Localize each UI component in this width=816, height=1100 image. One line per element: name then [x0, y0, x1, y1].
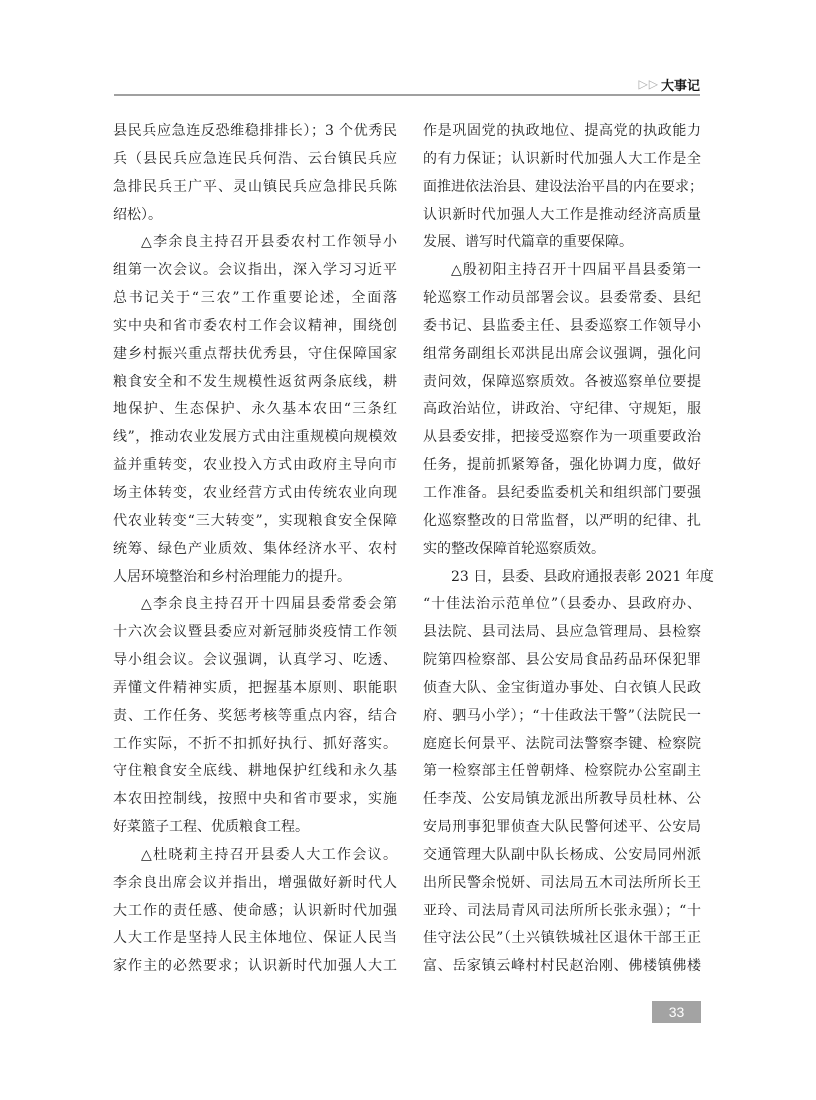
text-line: △杜晓莉主持召开县委人大工作会议。	[141, 846, 397, 863]
text-line: 县民兵应急连反恐维稳排排长）；3 个优秀民	[113, 123, 397, 139]
text-line: 总书记关于“三农”工作重要论述，全面落	[113, 290, 397, 307]
text-line: 工作实际，不折不扣抓好执行、抓好落实。	[113, 735, 397, 752]
text-line: 场主体转变，农业经营方式由传统农业向现	[113, 484, 397, 501]
section-title: 大事记	[660, 78, 700, 94]
text-line: 线”，推动农业发展方式由注重规模向规模效	[113, 429, 397, 446]
text-line: 富、岳家镇云峰村村民赵治刚、佛楼镇佛楼	[423, 958, 701, 975]
text-line: 第一检察部主任曾朝烽、检察院办公室副主	[423, 763, 701, 780]
text-line: 佳守法公民”（土兴镇铁城社区退休干部王正	[423, 930, 701, 947]
text-line: 府、驷马小学）；“十佳政法干警”（法院民一	[423, 707, 701, 724]
text-line: 责、工作任务、奖惩考核等重点内容，结合	[113, 707, 397, 724]
text-line: 工作准备。县纪委监委机关和组织部门要强	[423, 484, 701, 501]
text-line: 任务，提前抓紧筹备，强化协调力度，做好	[423, 457, 701, 474]
text-line: 益并重转变，农业投入方式由政府主导向市	[113, 457, 397, 474]
text-line: 轮巡察工作动员部署会议。县委常委、县纪	[423, 290, 701, 307]
header-rule	[114, 94, 700, 96]
text-line: 守住粮食安全底线、耕地保护红线和永久基	[113, 763, 397, 780]
text-line: 侦查大队、金宝街道办事处、白衣镇人民政	[423, 679, 701, 696]
text-line: 实中央和省市委农村工作会议精神，围绕创	[113, 317, 397, 334]
text-line: 认识新时代加强人大工作是推动经济高质量	[423, 206, 701, 223]
text-line: △殷初阳主持召开十四届平昌县委第一	[451, 262, 701, 279]
text-line: 弄懂文件精神实质，把握基本原则、职能职	[113, 679, 397, 696]
text-line: 出所民警余悦妍、司法局五木司法所所长王	[423, 874, 701, 891]
text-line: 绍松）。	[113, 206, 162, 223]
text-line: 发展、谱写时代篇章的重要保障。	[423, 234, 633, 251]
text-line: 亚玲、司法局青风司法所所长张永强）；“十	[423, 902, 701, 919]
text-line: 委书记、县监委主任、县委巡察工作领导小	[423, 317, 701, 334]
paragraph	[113, 841, 397, 980]
text-line: 好菜篮子工程、优质粮食工程。	[113, 819, 309, 836]
text-line: 任李茂、公安局镇龙派出所教导员杜林、公	[423, 791, 701, 808]
text-line: 组第一次会议。会议指出，深入学习习近平	[113, 262, 397, 279]
text-line: 责问效，保障巡察质效。各被巡察单位要提	[423, 373, 701, 390]
triangle-right-icon: ▷	[638, 77, 648, 91]
paragraph	[113, 590, 397, 841]
text-line: 粮食安全和不发生规模性返贫两条底线，耕	[113, 373, 397, 390]
text-line: 兵（县民兵应急连民兵何浩、云台镇民兵应	[113, 150, 397, 167]
text-line: 家作主的必然要求；认识新时代加强人大工	[113, 958, 397, 975]
text-line: 地保护、生态保护、永久基本农田“三条红	[113, 401, 397, 418]
paragraph	[423, 117, 701, 256]
text-line: 安局刑事犯罪侦查大队民警何述平、公安局	[423, 819, 701, 836]
paragraph	[113, 117, 397, 228]
text-line: 统筹、绿色产业质效、集体经济水平、农村	[113, 540, 397, 557]
text-line: 组常务副组长邓洪昆出席会议强调，强化问	[423, 345, 701, 362]
right-column	[423, 117, 714, 980]
paragraph	[423, 563, 714, 981]
text-line: 县法院、县司法局、县应急管理局、县检察	[423, 624, 701, 641]
text-line: 代农业转变“三大转变”，实现粮食安全保障	[113, 512, 397, 529]
text-line: 的有力保证；认识新时代加强人大工作是全	[423, 150, 701, 167]
text-line: 面推进依法治县、建设法治平昌的内在要求；	[423, 178, 703, 195]
paragraph	[423, 256, 701, 562]
text-line: 急排民兵王广平、灵山镇民兵应急排民兵陈	[113, 178, 397, 195]
text-line: 交通管理大队副中队长杨成、公安局同州派	[423, 846, 701, 863]
text-line: 庭庭长何景平、法院司法警察李键、检察院	[423, 735, 701, 752]
text-line: 作是巩固党的执政地位、提高党的执政能力	[423, 123, 701, 139]
left-column	[113, 117, 397, 980]
text-line: 人大工作是坚持人民主体地位、保证人民当	[113, 930, 397, 947]
text-line: 大工作的责任感、使命感；认识新时代加强	[113, 902, 397, 919]
text-line: 实的整改保障首轮巡察质效。	[423, 540, 605, 557]
text-line: 导小组会议。会议强调，认真学习、吃透、	[113, 652, 397, 669]
triangle-right-icon: ▷	[648, 77, 658, 91]
running-header	[639, 74, 700, 94]
text-line: 人居环境整治和乡村治理能力的提升。	[113, 568, 351, 585]
text-line: 院第四检察部、县公安局食品药品环保犯罪	[423, 652, 701, 669]
page-number: 33	[652, 1001, 701, 1023]
text-line: 从县委安排，把接受巡察作为一项重要政治	[423, 429, 701, 446]
text-line: 高政治站位，讲政治、守纪律、守规矩，服	[423, 401, 701, 418]
text-line: 李余良出席会议并指出，增强做好新时代人	[113, 874, 397, 891]
text-line: 23 日，县委、县政府通报表彰 2021 年度	[451, 568, 714, 585]
text-line: “十佳法治示范单位”（县委办、县政府办、	[423, 596, 701, 613]
text-line: △李余良主持召开十四届县委常委会第	[141, 596, 397, 613]
text-line: 本农田控制线，按照中央和省市要求，实施	[113, 791, 397, 808]
text-line: 化巡察整改的日常监督，以严明的纪律、扎	[423, 512, 701, 529]
paragraph	[113, 228, 397, 590]
text-line: 十六次会议暨县委应对新冠肺炎疫情工作领	[113, 624, 397, 641]
text-line: 建乡村振兴重点帮扶优秀县，守住保障国家	[113, 345, 397, 362]
text-line: △李余良主持召开县委农村工作领导小	[141, 234, 397, 251]
